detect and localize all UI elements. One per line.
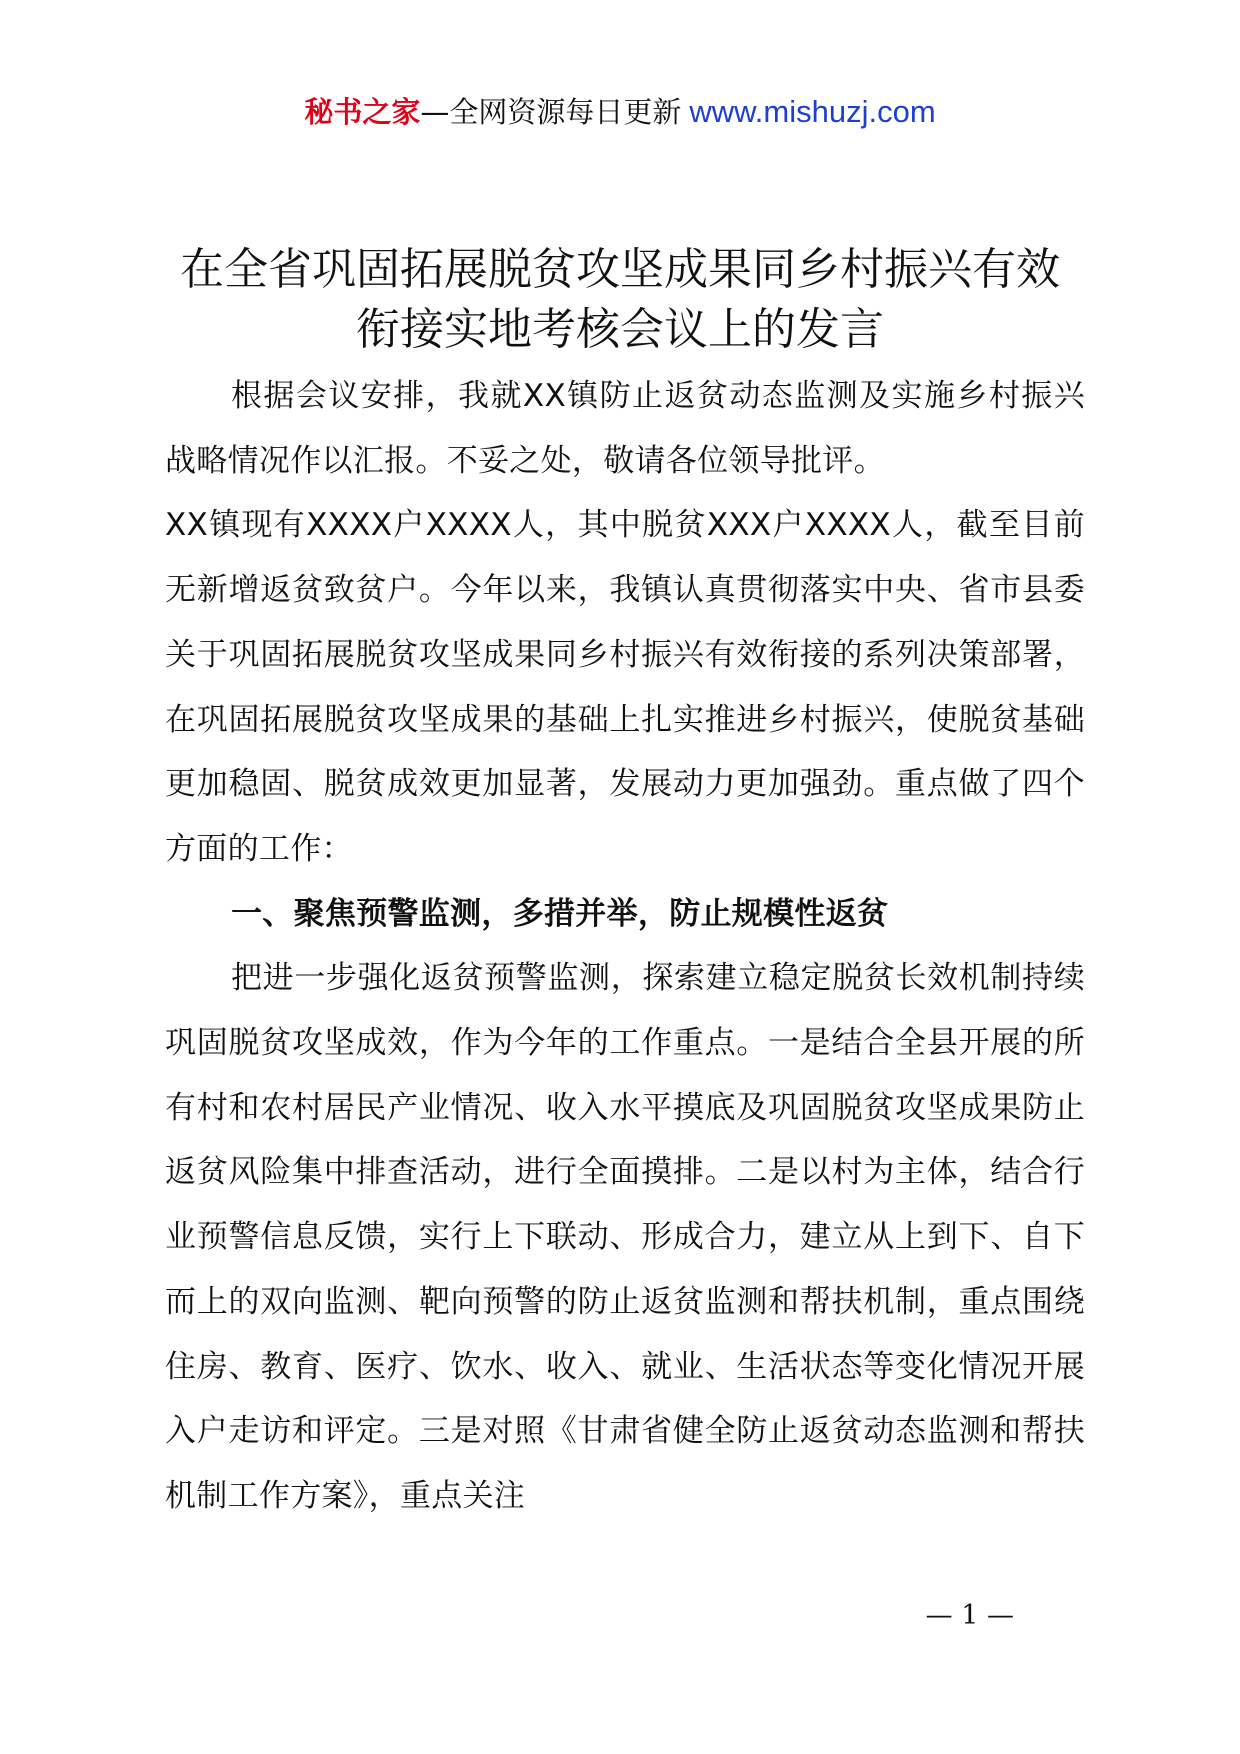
- document-body: [165, 364, 1085, 1529]
- site-brand: 秘书之家: [304, 95, 421, 129]
- document-title: [150, 240, 1090, 360]
- document-title-line-2: 衔接实地考核会议上的发言: [356, 304, 884, 355]
- site-tagline: —全网资源每日更新: [420, 95, 682, 129]
- site-header: [0, 92, 1240, 132]
- site-url-link[interactable]: www.mishuzj.com: [689, 94, 936, 129]
- section-1-heading: 一、聚焦预警监测，多措并举，防止规模性返贫: [231, 895, 889, 932]
- overview-paragraph: XX镇现有XXXX户XXXX人，其中脱贫XXX户XXXX人，截至目前无新增返贫致贫户。今年以来，我镇认真贯彻落实中央、省市县委关于巩固拓展脱贫攻坚成果同乡村振兴有效衔接的系列决策部署，在巩固拓展脱贫攻坚成果的基础上扎实推进乡村振兴，使脱贫基础更加稳固、脱贫成效更加显著，发展动力更加强劲。重点做了四个方面的工作：: [165, 507, 1085, 867]
- page-number: — 1 —: [925, 1600, 1014, 1631]
- section-1-paragraph: 把进一步强化返贫预警监测，探索建立稳定脱贫长效机制持续巩固脱贫攻坚成效，作为今年的工作重点。一是结合全县开展的所有村和农村居民产业情况、收入水平摸底及巩固脱贫攻坚成果防止返贫风险集中排查活动，进行全面摸排。二是以村为主体，结合行业预警信息反馈，实行上下联动、形成合力，建立从上到下、自下而上的双向监测、靶向预警的防止返贫监测和帮扶机制，重点围绕住房、教育、医疗、饮水、收入、就业、生活状态等变化情况开展入户走访和评定。三是对照《甘肃省健全防止返贫动态监测和帮扶机制工作方案》，重点关注: [165, 960, 1085, 1514]
- intro-paragraph: 根据会议安排，我就XX镇防止返贫动态监测及实施乡村振兴战略情况作以汇报。不妥之处，敬请各位领导批评。: [165, 378, 1085, 479]
- document-title-line-1: 在全省巩固拓展脱贫攻坚成果同乡村振兴有效: [180, 244, 1060, 295]
